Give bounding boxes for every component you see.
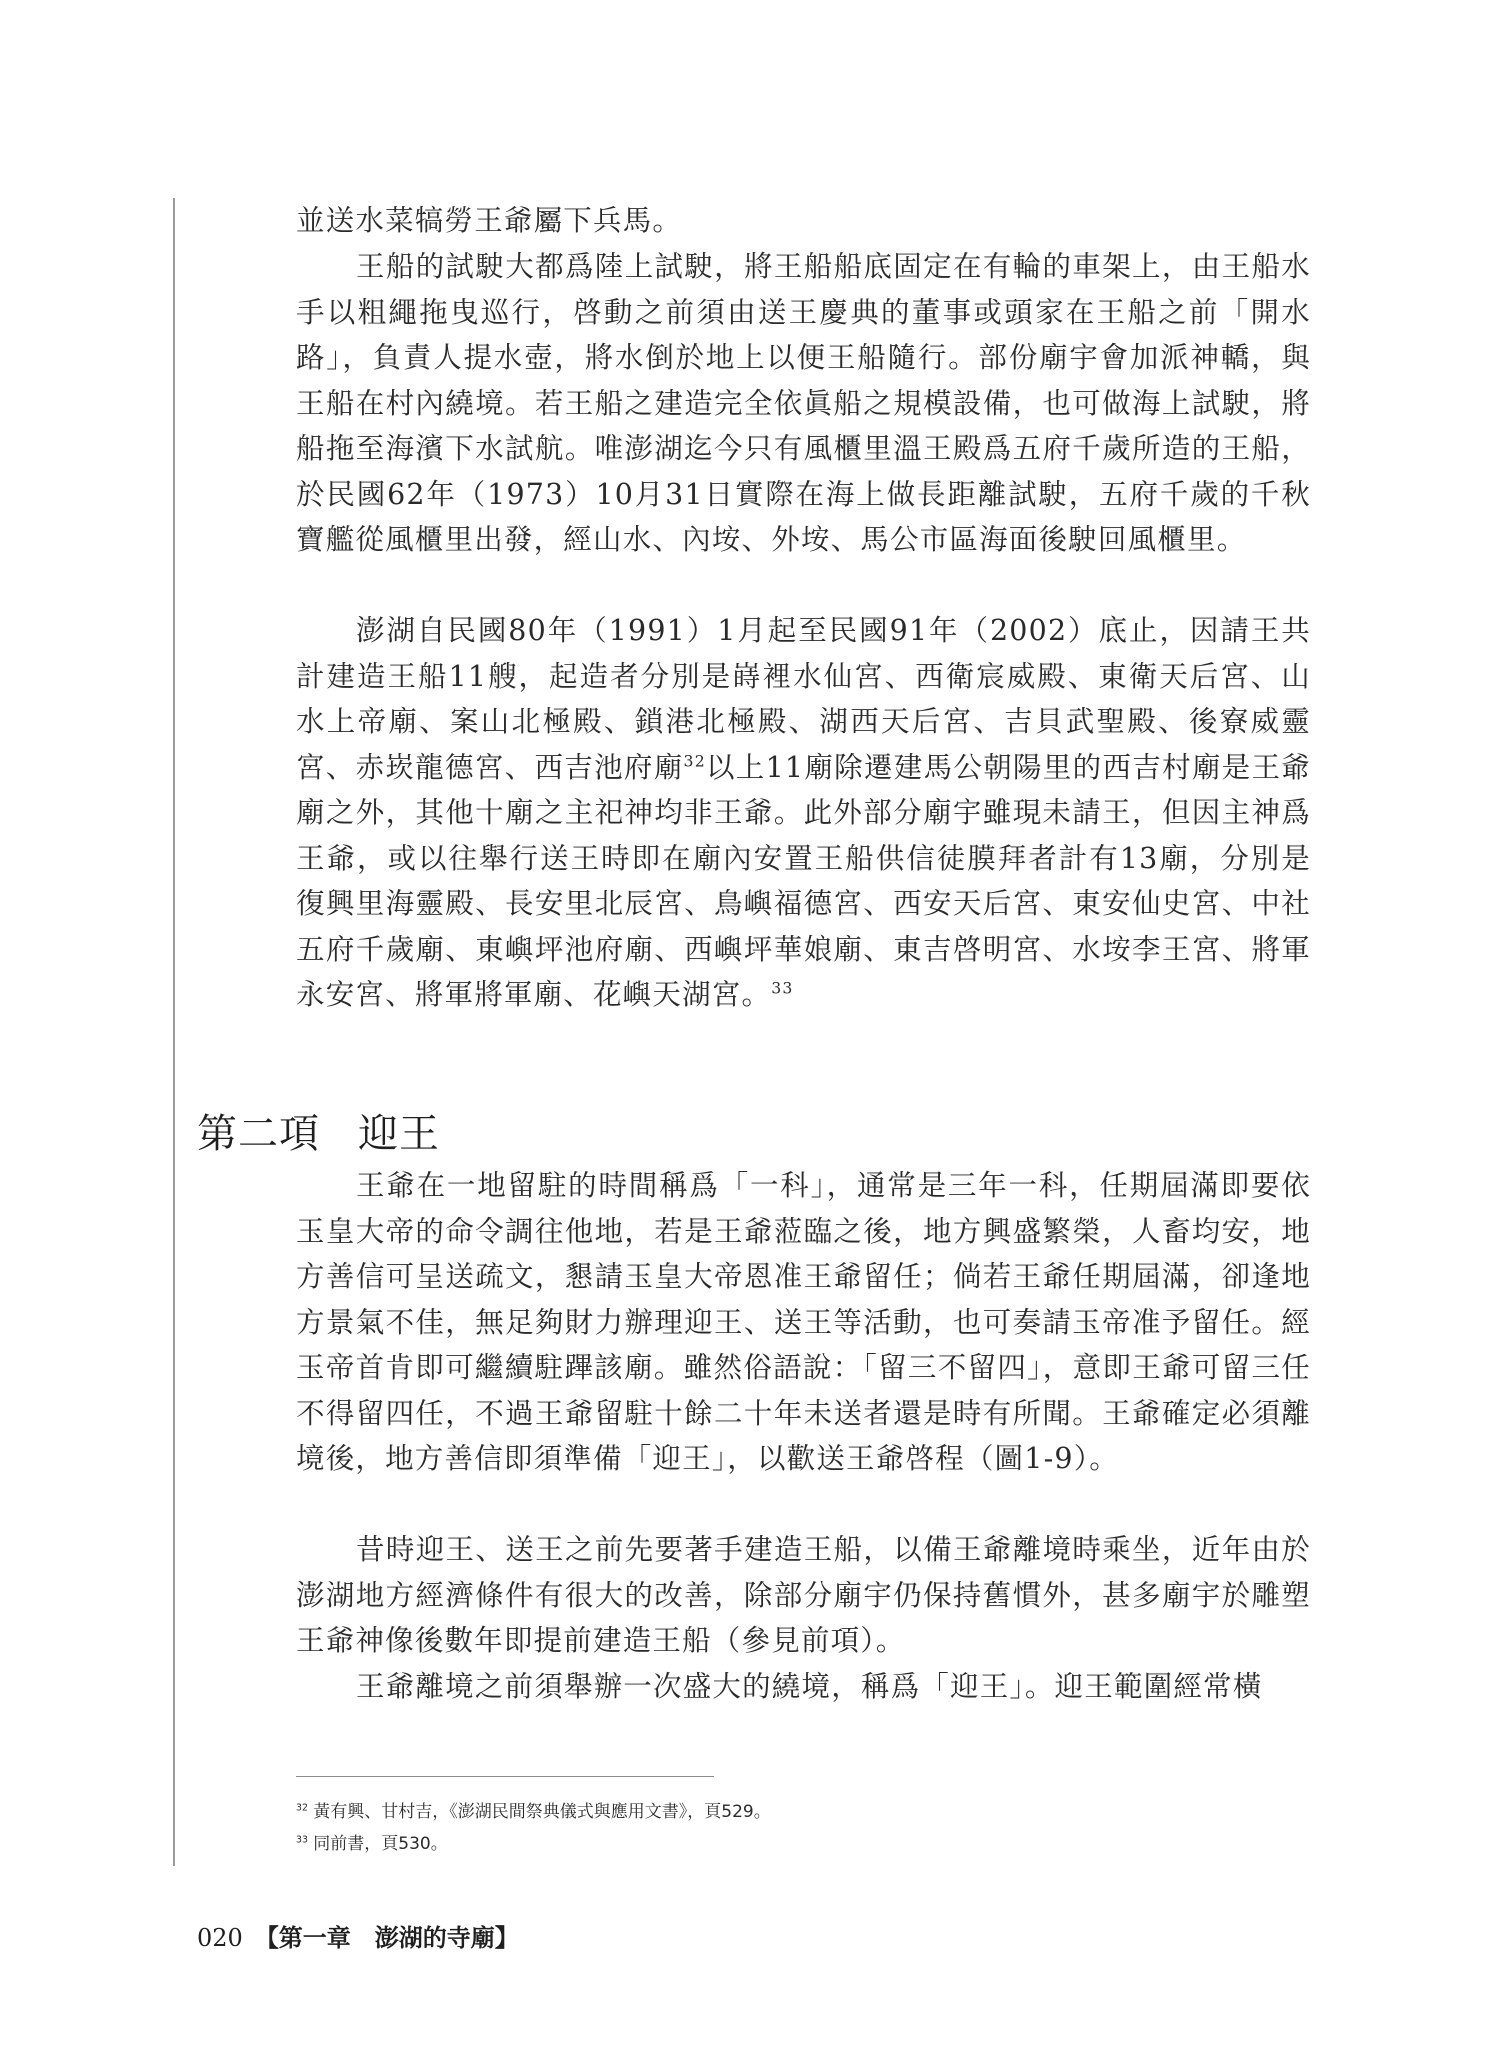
page-number: 020 bbox=[197, 1924, 243, 1952]
section-heading bbox=[197, 1108, 440, 1160]
footnote-mark: 33 bbox=[296, 1834, 308, 1846]
footnote-mark: 32 bbox=[296, 1802, 308, 1814]
footnote-ref-32: 32 bbox=[683, 751, 706, 770]
footnote-text: 同前書，頁530。 bbox=[313, 1834, 448, 1854]
paragraph-text: 並送水菜犒勞王爺屬下兵馬。 bbox=[296, 204, 683, 237]
running-chapter-title: 【第一章 澎湖的寺廟】 bbox=[254, 1923, 519, 1952]
paragraph-text: 王爺離境之前須舉辦一次盛大的繞境，稱爲「迎王」。迎王範圍經常橫 bbox=[356, 1670, 1263, 1703]
paragraph-ship-trial bbox=[296, 244, 1311, 563]
paragraph-text: 昔時迎王、送王之前先要著手建造王船，以備王爺離境時乘坐，近年由於澎湖地方經濟條件有很大的改善，除部分廟宇仍保持舊慣外，甚多廟宇於雕塑王爺神像後數年即提前建造王船（參見前項）。 bbox=[296, 1533, 1311, 1657]
paragraph-ship-builders bbox=[296, 608, 1311, 1018]
footnote-ref-33: 33 bbox=[771, 978, 794, 998]
footnote-text: 黃有興、甘村吉，《澎湖民間祭典儀式與應用文書》，頁529。 bbox=[313, 1802, 771, 1822]
paragraph-welcome-king bbox=[296, 1163, 1311, 1482]
paragraph-continuation bbox=[296, 198, 1311, 244]
paragraph-text: 王爺在一地留駐的時間稱爲「一科」，通常是三年一科，任期屆滿即要依玉皇大帝的命令調往他地，若是王爺蒞臨之後，地方興盛繁榮，人畜均安，地方善信可呈送疏文，懇請玉皇大帝恩准王爺留任；倘若王爺任期屆滿，卻逢地方景氣不佳，無足夠財力辦理迎王、送王等活動，也可奏請玉帝准予留任。經玉帝首肯即可繼續駐蹕該廟。雖然俗語說：「留三不留四」，意即王爺可留三任不得留四任，不過王爺留駐十餘二十年未送者還是時有所聞。王爺確定必須離境後，地方善信即須準備「迎王」，以歡送王爺啓程（圖1-9）。 bbox=[296, 1169, 1311, 1475]
paragraph-text: 澎湖自民國80年（1991）1月起至民國91年（2002）底止，因請王共計建造王船11艘，起造者分別是嵵裡水仙宮、西衛宸威殿、東衛天后宮、山水上帝廟、案山北極殿、鎖港北極殿、湖西天后宮、吉貝武聖殿、後寮威靈宮、赤崁龍德宮、西吉池府廟 bbox=[296, 614, 1311, 784]
page-footer bbox=[197, 1922, 519, 1954]
margin-rule bbox=[173, 198, 175, 1866]
paragraph-ship-construction bbox=[296, 1527, 1311, 1664]
footnote-divider bbox=[296, 1776, 714, 1777]
section-title: 迎王 bbox=[358, 1111, 440, 1157]
footnote-33 bbox=[296, 1828, 1296, 1860]
paragraph-text: 王船的試駛大都爲陸上試駛，將王船船底固定在有輪的車架上，由王船水手以粗繩拖曳巡行，啓動之前須由送王慶典的董事或頭家在王船之前「開水路」，負責人提水壺，將水倒於地上以便王船隨行。部份廟宇會加派神轎，與王船在村內繞境。若王船之建造完全依眞船之規模設備，也可做海上試駛，將船拖至海濱下水試航。唯澎湖迄今只有風櫃里溫王殿爲五府千歲所造的王船，於民國62年（1973）10月31日實際在海上做長距離試駛，五府千歲的千秋寶艦從風櫃里出發，經山水、內垵、外垵、馬公市區海面後駛回風櫃里。 bbox=[296, 250, 1311, 556]
paragraph-text: 以上11廟除遷建馬公朝陽里的西吉村廟是王爺廟之外，其他十廟之主祀神均非王爺。此外部分廟宇雖現未請王，但因主神爲王爺，或以往舉行送王時即在廟內安置王船供信徒膜拜者計有13廟，分別是復興里海靈殿、長安里北辰宮、鳥嶼福德宮、西安天后宮、東安仙史宮、中社五府千歲廟、東嶼坪池府廟、西嶼坪華娘廟、東吉啓明宮、水垵李王宮、將軍永安宮、將軍將軍廟、花嶼天湖宮。 bbox=[296, 750, 1312, 1011]
paragraph-procession bbox=[296, 1664, 1311, 1710]
footnote-32 bbox=[296, 1796, 1296, 1828]
footnotes bbox=[296, 1796, 1296, 1860]
section-number: 第二項 bbox=[197, 1111, 320, 1157]
